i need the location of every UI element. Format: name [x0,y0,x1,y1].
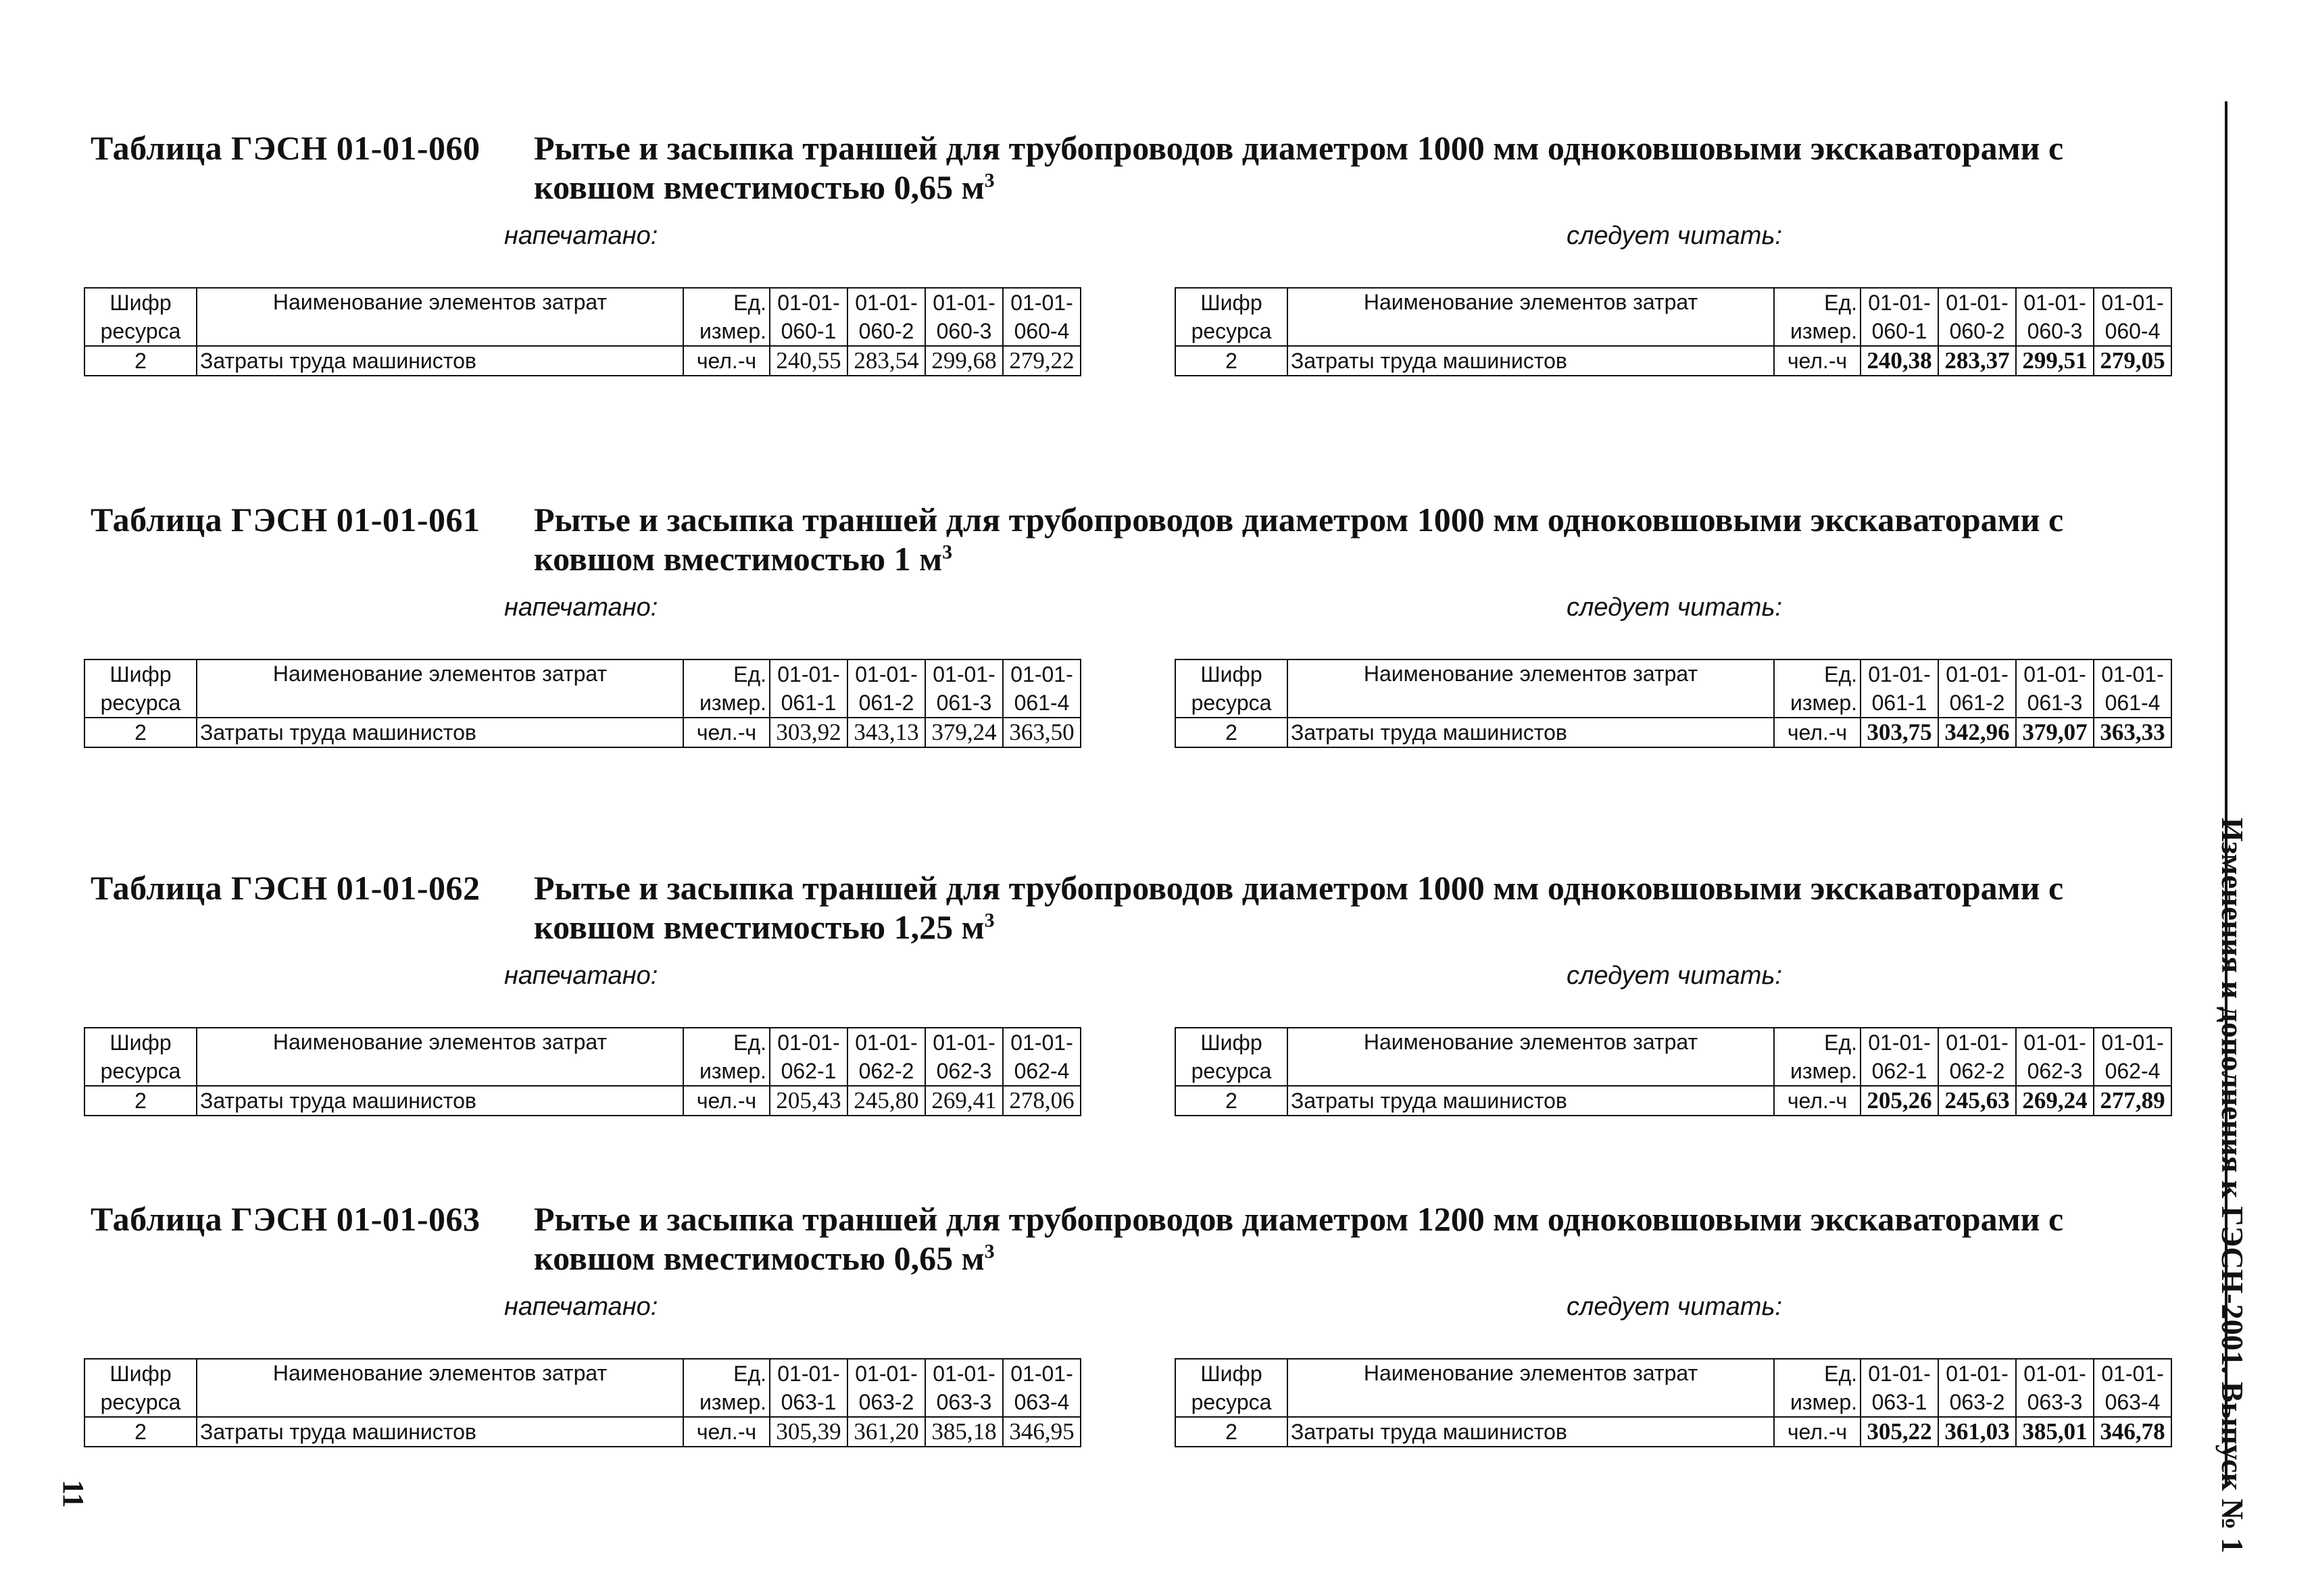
header-col: 062-2 [847,1057,925,1086]
header-code-2: ресурса [84,1057,197,1086]
header-col: 063-1 [770,1388,847,1417]
header-col: 063-1 [1861,1388,1938,1417]
section-code: Таблица ГЭСН 01-01-062 [91,869,481,907]
header-col: 061-1 [1861,689,1938,718]
row-value: 385,01 [2016,1417,2094,1447]
row-value: 385,18 [925,1417,1003,1447]
header-col: 060-2 [1938,317,2016,346]
header-unit: Ед. [683,288,770,317]
header-code: Шифр [1175,1028,1287,1057]
row-unit: чел.-ч [683,346,770,376]
header-col-prefix: 01-01- [1003,1028,1081,1057]
row-code: 2 [1175,1086,1287,1116]
row-value: 205,43 [770,1086,847,1116]
header-unit: Ед. [1774,659,1861,689]
row-value: 283,37 [1938,346,2016,376]
printed-label: напечатано: [504,1293,658,1321]
header-code: Шифр [84,659,197,689]
row-name: Затраты труда машинистов [1287,346,1774,376]
header-col-prefix: 01-01- [2094,1028,2171,1057]
section-code: Таблица ГЭСН 01-01-061 [91,501,481,539]
header-unit-2: измер. [683,1057,770,1086]
header-code: Шифр [1175,288,1287,317]
row-value: 346,78 [2094,1417,2171,1447]
header-col-prefix: 01-01- [2094,288,2171,317]
header-code-2: ресурса [1175,1388,1287,1417]
row-name: Затраты труда машинистов [197,1417,683,1447]
header-code: Шифр [84,288,197,317]
printed-table [84,659,1081,748]
header-col: 062-1 [1861,1057,1938,1086]
header-code: Шифр [1175,659,1287,689]
header-name: Наименование элементов затрат [1287,1028,1774,1086]
table-section [0,500,2230,838]
side-title: Изменения и дополнения к ГЭСН-2001. Выпуск № 1 [2215,818,2250,1553]
printed-table [84,1027,1081,1116]
header-code-2: ресурса [1175,317,1287,346]
header-col: 061-4 [2094,689,2171,718]
header-unit: Ед. [683,659,770,689]
row-name: Затраты труда машинистов [197,1086,683,1116]
row-value: 283,54 [847,346,925,376]
printed-label: напечатано: [504,962,658,990]
row-value: 379,07 [2016,718,2094,747]
header-col: 061-1 [770,689,847,718]
header-col: 060-3 [2016,317,2094,346]
section-code: Таблица ГЭСН 01-01-060 [91,129,481,167]
header-col-prefix: 01-01- [770,1359,847,1388]
header-unit: Ед. [1774,1359,1861,1388]
row-value: 361,03 [1938,1417,2016,1447]
correct-table [1175,659,2172,748]
section-title-text: Рытье и засыпка траншей для трубопроводов диаметром 1000 мм одноковшовыми экскаваторами с ковшом вместимостью 0,65 м [534,129,2064,206]
row-value: 363,33 [2094,718,2171,747]
header-col-prefix: 01-01- [770,1028,847,1057]
header-col-prefix: 01-01- [1938,288,2016,317]
header-col-prefix: 01-01- [2016,659,2094,689]
header-col-prefix: 01-01- [2016,1028,2094,1057]
row-value: 269,41 [925,1086,1003,1116]
row-value: 245,80 [847,1086,925,1116]
header-col-prefix: 01-01- [925,1359,1003,1388]
header-col: 060-3 [925,317,1003,346]
header-col: 061-4 [1003,689,1081,718]
header-code-2: ресурса [1175,689,1287,718]
correct-table [1175,287,2172,376]
header-col-prefix: 01-01- [1938,1028,2016,1057]
row-name: Затраты труда машинистов [197,346,683,376]
correct-table [1175,1358,2172,1447]
header-col-prefix: 01-01- [770,659,847,689]
header-col: 061-3 [925,689,1003,718]
header-col-prefix: 01-01- [847,1028,925,1057]
row-value: 277,89 [2094,1086,2171,1116]
row-name: Затраты труда машинистов [1287,718,1774,747]
correct-table [1175,1027,2172,1116]
row-unit: чел.-ч [1774,718,1861,747]
row-unit: чел.-ч [683,1417,770,1447]
printed-table [84,287,1081,376]
row-unit: чел.-ч [683,718,770,747]
header-col: 063-4 [1003,1388,1081,1417]
should-read-label: следует читать: [1567,1293,1782,1321]
header-col: 062-3 [2016,1057,2094,1086]
header-code: Шифр [1175,1359,1287,1388]
table-section [0,128,2230,466]
printed-label: напечатано: [504,222,658,250]
header-col: 062-4 [1003,1057,1081,1086]
header-unit-2: измер. [683,689,770,718]
row-value: 361,20 [847,1417,925,1447]
header-col: 060-4 [2094,317,2171,346]
row-value: 240,55 [770,346,847,376]
header-name: Наименование элементов затрат [1287,288,1774,346]
page-number: 11 [57,1480,90,1508]
header-col-prefix: 01-01- [2094,659,2171,689]
header-name: Наименование элементов затрат [197,288,683,346]
header-col: 062-3 [925,1057,1003,1086]
superscript: 3 [984,1240,995,1263]
header-name: Наименование элементов затрат [1287,659,1774,718]
header-code-2: ресурса [84,689,197,718]
header-col: 062-4 [2094,1057,2171,1086]
row-code: 2 [1175,346,1287,376]
section-title [534,868,2183,947]
row-unit: чел.-ч [683,1086,770,1116]
header-col-prefix: 01-01- [1861,659,1938,689]
row-code: 2 [1175,1417,1287,1447]
header-code-2: ресурса [84,1388,197,1417]
header-name: Наименование элементов затрат [197,659,683,718]
section-title-text: Рытье и засыпка траншей для трубопроводов диаметром 1000 мм одноковшовыми экскаваторами с ковшом вместимостью 1 м [534,501,2064,578]
header-col: 061-2 [847,689,925,718]
row-value: 278,06 [1003,1086,1081,1116]
row-value: 279,22 [1003,346,1081,376]
row-value: 346,95 [1003,1417,1081,1447]
header-col-prefix: 01-01- [1861,1028,1938,1057]
header-col: 060-4 [1003,317,1081,346]
row-value: 240,38 [1861,346,1938,376]
row-value: 303,92 [770,718,847,747]
header-col: 060-2 [847,317,925,346]
row-name: Затраты труда машинистов [1287,1417,1774,1447]
header-col-prefix: 01-01- [847,1359,925,1388]
header-code-2: ресурса [1175,1057,1287,1086]
header-col-prefix: 01-01- [925,1028,1003,1057]
header-unit-2: измер. [1774,1388,1861,1417]
section-title-text: Рытье и засыпка траншей для трубопроводов диаметром 1200 мм одноковшовыми экскаваторами с ковшом вместимостью 0,65 м [534,1200,2064,1277]
row-value: 269,24 [2016,1086,2094,1116]
header-col-prefix: 01-01- [847,288,925,317]
superscript: 3 [984,169,995,192]
table-section [0,868,2230,1206]
header-col: 063-4 [2094,1388,2171,1417]
row-code: 2 [84,718,197,747]
printed-label: напечатано: [504,593,658,622]
row-name: Затраты труда машинистов [1287,1086,1774,1116]
section-title [534,500,2183,578]
row-value: 342,96 [1938,718,2016,747]
row-value: 279,05 [2094,346,2171,376]
header-code: Шифр [84,1359,197,1388]
row-value: 343,13 [847,718,925,747]
header-col: 063-3 [2016,1388,2094,1417]
header-unit: Ед. [683,1359,770,1388]
should-read-label: следует читать: [1567,222,1782,250]
header-col-prefix: 01-01- [2094,1359,2171,1388]
row-value: 303,75 [1861,718,1938,747]
section-title [534,1199,2183,1278]
header-col: 060-1 [770,317,847,346]
row-code: 2 [84,1086,197,1116]
header-unit: Ед. [683,1028,770,1057]
row-name: Затраты труда машинистов [197,718,683,747]
header-col-prefix: 01-01- [1003,659,1081,689]
row-code: 2 [84,346,197,376]
header-unit-2: измер. [1774,689,1861,718]
header-col: 063-2 [1938,1388,2016,1417]
header-unit: Ед. [1774,288,1861,317]
header-name: Наименование элементов затрат [1287,1359,1774,1417]
row-value: 245,63 [1938,1086,2016,1116]
header-col-prefix: 01-01- [2016,288,2094,317]
header-unit: Ед. [1774,1028,1861,1057]
row-unit: чел.-ч [1774,346,1861,376]
row-value: 305,22 [1861,1417,1938,1447]
header-col: 061-2 [1938,689,2016,718]
header-col-prefix: 01-01- [1003,1359,1081,1388]
should-read-label: следует читать: [1567,593,1782,622]
header-col-prefix: 01-01- [925,288,1003,317]
should-read-label: следует читать: [1567,962,1782,990]
header-col-prefix: 01-01- [1938,1359,2016,1388]
header-name: Наименование элементов затрат [197,1359,683,1417]
header-col: 063-2 [847,1388,925,1417]
header-col-prefix: 01-01- [925,659,1003,689]
header-col-prefix: 01-01- [1861,1359,1938,1388]
header-col-prefix: 01-01- [1938,659,2016,689]
header-code: Шифр [84,1028,197,1057]
header-col: 063-3 [925,1388,1003,1417]
header-col-prefix: 01-01- [1861,288,1938,317]
header-unit-2: измер. [1774,1057,1861,1086]
section-title [534,128,2183,207]
row-value: 305,39 [770,1417,847,1447]
table-section [0,1199,2230,1537]
section-title-text: Рытье и засыпка траншей для трубопроводов диаметром 1000 мм одноковшовыми экскаваторами с ковшом вместимостью 1,25 м [534,869,2064,946]
header-col-prefix: 01-01- [770,288,847,317]
row-code: 2 [1175,718,1287,747]
row-value: 379,24 [925,718,1003,747]
row-value: 363,50 [1003,718,1081,747]
superscript: 3 [942,541,953,564]
header-col: 062-1 [770,1057,847,1086]
printed-table [84,1358,1081,1447]
header-unit-2: измер. [683,1388,770,1417]
row-code: 2 [84,1417,197,1447]
header-name: Наименование элементов затрат [197,1028,683,1086]
header-col: 061-3 [2016,689,2094,718]
superscript: 3 [984,909,995,932]
row-value: 299,68 [925,346,1003,376]
header-code-2: ресурса [84,317,197,346]
header-col-prefix: 01-01- [847,659,925,689]
header-unit-2: измер. [1774,317,1861,346]
header-col-prefix: 01-01- [1003,288,1081,317]
section-code: Таблица ГЭСН 01-01-063 [91,1200,481,1238]
row-unit: чел.-ч [1774,1086,1861,1116]
header-col: 062-2 [1938,1057,2016,1086]
header-col-prefix: 01-01- [2016,1359,2094,1388]
row-value: 205,26 [1861,1086,1938,1116]
row-unit: чел.-ч [1774,1417,1861,1447]
header-unit-2: измер. [683,317,770,346]
header-col: 060-1 [1861,317,1938,346]
row-value: 299,51 [2016,346,2094,376]
